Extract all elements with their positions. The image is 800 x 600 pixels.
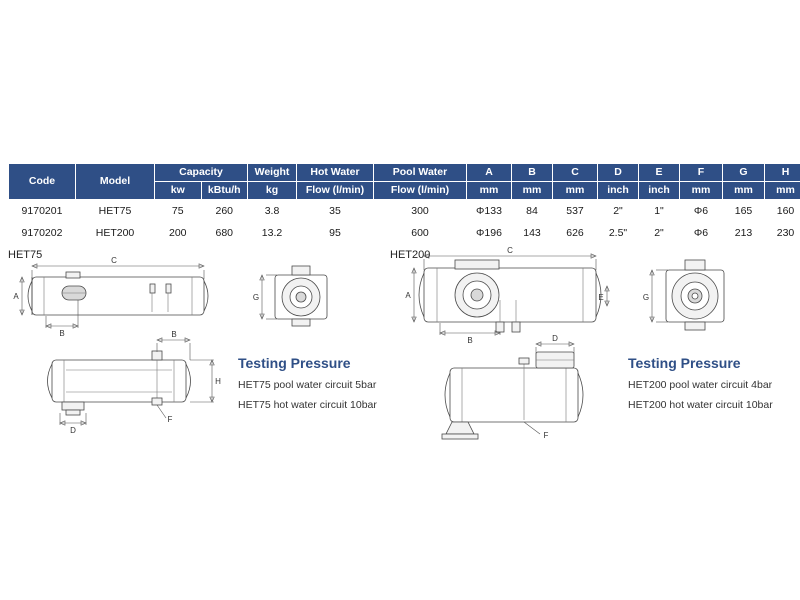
testing-pressure-title-left: Testing Pressure bbox=[238, 355, 351, 371]
col-h-unit: mm bbox=[765, 182, 800, 200]
drawing-title-het75: HET75 bbox=[8, 249, 43, 261]
col-pool-water-unit: Flow (l/min) bbox=[374, 182, 467, 200]
cell-kbtu: 680 bbox=[201, 222, 248, 244]
cell-weight: 13.2 bbox=[248, 222, 297, 244]
drawing-title-het200: HET200 bbox=[390, 249, 431, 261]
cell-weight: 3.8 bbox=[248, 200, 297, 222]
cell-hot-flow: 35 bbox=[297, 200, 374, 222]
cell-code: 9170202 bbox=[9, 222, 76, 244]
col-weight-unit: kg bbox=[248, 182, 297, 200]
col-a: A bbox=[467, 164, 512, 182]
table-row bbox=[9, 200, 800, 222]
het75-end-view bbox=[253, 266, 327, 326]
cell-h: 160 bbox=[765, 200, 800, 222]
cell-e: 2" bbox=[639, 222, 680, 244]
col-e-unit: inch bbox=[639, 182, 680, 200]
col-b-unit: mm bbox=[512, 182, 553, 200]
col-e: E bbox=[639, 164, 680, 182]
testing-pressure-right-line2: HET200 hot water circuit 10bar bbox=[628, 399, 773, 411]
dim-a-label: A bbox=[13, 292, 19, 301]
cell-e: 1" bbox=[639, 200, 680, 222]
cell-pool-flow: 600 bbox=[374, 222, 467, 244]
specification-table bbox=[8, 163, 800, 244]
dim-a-label-2: A bbox=[405, 291, 411, 300]
cell-g: 165 bbox=[723, 200, 765, 222]
het200-side-view bbox=[405, 246, 609, 345]
cell-g: 213 bbox=[723, 222, 765, 244]
table-row bbox=[9, 222, 800, 244]
het200-end-view bbox=[643, 260, 724, 330]
dim-b-label-2: B bbox=[171, 330, 177, 339]
table-header-row-1 bbox=[9, 164, 800, 182]
cell-model: HET75 bbox=[76, 200, 155, 222]
dim-e-label: E bbox=[598, 293, 604, 302]
dim-c-label-2: C bbox=[507, 246, 513, 255]
cell-d: 2.5" bbox=[598, 222, 639, 244]
col-a-unit: mm bbox=[467, 182, 512, 200]
cell-f: Φ6 bbox=[680, 200, 723, 222]
col-h: H bbox=[765, 164, 800, 182]
testing-pressure-right-line1: HET200 pool water circuit 4bar bbox=[628, 379, 773, 391]
dim-g-label-2: G bbox=[642, 293, 650, 302]
col-g-unit: mm bbox=[723, 182, 765, 200]
het200-plan-view bbox=[442, 334, 583, 440]
testing-pressure-left-line2: HET75 hot water circuit 10bar bbox=[238, 399, 377, 411]
cell-kw: 200 bbox=[155, 222, 202, 244]
dim-d-label: D bbox=[70, 426, 76, 435]
cell-model: HET200 bbox=[76, 222, 155, 244]
cell-c: 626 bbox=[553, 222, 598, 244]
dim-f-label-2: F bbox=[543, 431, 549, 440]
col-d: D bbox=[598, 164, 639, 182]
het75-side-view bbox=[13, 256, 208, 338]
col-pool-water: Pool Water bbox=[374, 164, 467, 182]
dim-c-label: C bbox=[111, 256, 117, 265]
cell-d: 2" bbox=[598, 200, 639, 222]
col-capacity-kw: kw bbox=[155, 182, 202, 200]
col-capacity: Capacity bbox=[155, 164, 248, 182]
table-body bbox=[9, 200, 800, 244]
col-c-unit: mm bbox=[553, 182, 598, 200]
col-c: C bbox=[553, 164, 598, 182]
cell-b: 143 bbox=[512, 222, 553, 244]
testing-pressure-title-right: Testing Pressure bbox=[628, 355, 741, 371]
het75-plan-view bbox=[48, 330, 222, 435]
col-f: F bbox=[680, 164, 723, 182]
cell-hot-flow: 95 bbox=[297, 222, 374, 244]
cell-c: 537 bbox=[553, 200, 598, 222]
col-weight: Weight bbox=[248, 164, 297, 182]
dim-g-label: G bbox=[252, 293, 260, 302]
cell-kw: 75 bbox=[155, 200, 202, 222]
cell-pool-flow: 300 bbox=[374, 200, 467, 222]
cell-a: Φ196 bbox=[467, 222, 512, 244]
col-hot-water-unit: Flow (l/min) bbox=[297, 182, 374, 200]
col-b: B bbox=[512, 164, 553, 182]
dim-d-label-2: D bbox=[552, 334, 558, 343]
testing-pressure-left-line1: HET75 pool water circuit 5bar bbox=[238, 379, 377, 391]
cell-kbtu: 260 bbox=[201, 200, 248, 222]
dim-f-label: F bbox=[167, 415, 173, 424]
col-hot-water: Hot Water bbox=[297, 164, 374, 182]
cell-a: Φ133 bbox=[467, 200, 512, 222]
col-f-unit: mm bbox=[680, 182, 723, 200]
cell-code: 9170201 bbox=[9, 200, 76, 222]
col-d-unit: inch bbox=[598, 182, 639, 200]
cell-f: Φ6 bbox=[680, 222, 723, 244]
table-head bbox=[9, 164, 800, 200]
dim-h-label: H bbox=[215, 377, 221, 386]
col-g: G bbox=[723, 164, 765, 182]
col-code: Code bbox=[9, 164, 76, 200]
col-capacity-kbtu: kBtu/h bbox=[201, 182, 248, 200]
dim-b-label-3: B bbox=[467, 336, 473, 345]
dim-b-label: B bbox=[59, 329, 65, 338]
cell-h: 230 bbox=[765, 222, 800, 244]
col-model: Model bbox=[76, 164, 155, 200]
cell-b: 84 bbox=[512, 200, 553, 222]
